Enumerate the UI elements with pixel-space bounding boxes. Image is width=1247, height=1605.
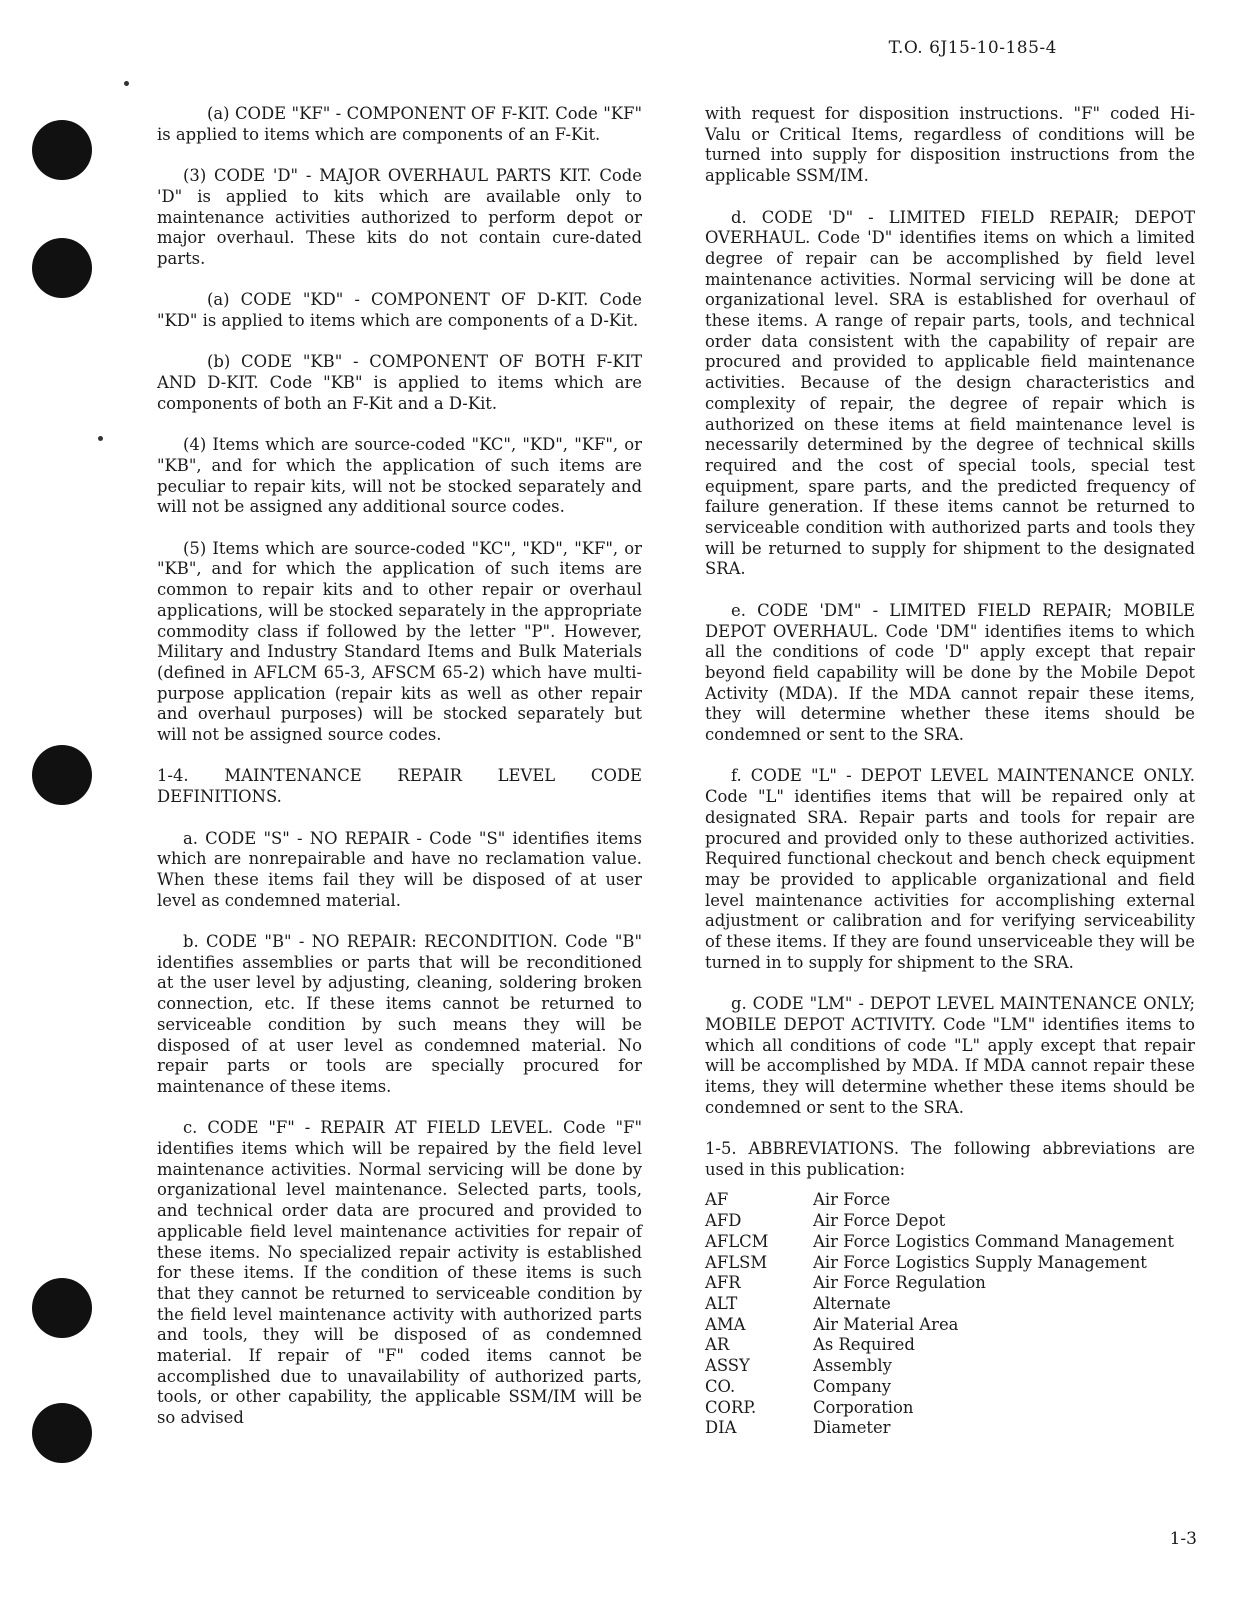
abbr-meaning: Company: [813, 1376, 892, 1396]
table-row: [705, 1232, 1174, 1253]
table-row: [705, 1398, 1174, 1419]
punch-hole: [32, 745, 92, 805]
page-number: 1-3: [1169, 1529, 1197, 1549]
table-row: [705, 1315, 1174, 1336]
punch-hole: [32, 238, 92, 298]
table-row: [705, 1377, 1174, 1398]
abbr-term: AMA: [705, 1314, 746, 1334]
abbr-meaning: Assembly: [813, 1356, 892, 1376]
abbr-term: CORP.: [705, 1397, 757, 1417]
paragraph-e: e. CODE 'DM" - LIMITED FIELD REPAIR; MOBILE DEPOT OVERHAUL. Code 'DM" identifies items to which all the conditions of code 'D" apply except that repair beyond field capability will be done by the Mobile Depot Activity (MDA). If the MDA cannot repair these items, they will determine whether these items should be condemned or sent to the SRA.: [705, 600, 1195, 745]
abbr-meaning: Air Force Regulation: [813, 1273, 986, 1293]
paragraph-code-d-kit: (3) CODE 'D" - MAJOR OVERHAUL PARTS KIT. Code 'D" is applied to kits which are available only to maintenance activities authorized to perform depot or major overhaul. These kits do not contain cure-dated parts.: [157, 166, 642, 268]
abbr-term: ASSY: [705, 1356, 750, 1376]
section-heading-1-4: 1-4. MAINTENANCE REPAIR LEVEL CODE DEFINITIONS.: [157, 766, 642, 807]
paragraph-b: b. CODE "B" - NO REPAIR: RECONDITION. Code "B" identifies assemblies or parts that will be reconditioned at the user level by adjusting, cleaning, soldering broken connection, etc. If these items cannot be returned to serviceable condition by such means they will be disposed of at user level as condemned material. No repair parts or tools are specially procured for maintenance of these items.: [157, 932, 642, 1096]
abbr-meaning: Corporation: [813, 1397, 914, 1417]
abbr-term: AFR: [705, 1273, 741, 1293]
abbr-term: ALT: [705, 1294, 738, 1313]
paragraph-c: c. CODE "F" - REPAIR AT FIELD LEVEL. Code "F" identifies items which will be repaired by the field level maintenance activities. Normal servicing will be done by organizational level maintenance. Selected parts, tools, and technical order data are procured and provided to applicable field level maintenance activities for repair of these items. No specialized repair activity is established for these items. If the condition of these items is such that they cannot be returned to serviceable condition by the field level maintenance activity with authorized parts and tools, they will be disposed of as condemned material. If repair of "F" coded items cannot be accomplished due to unavailability of authorized parts, tools, or other capability, the applicable SSM/IM will be so advised: [157, 1118, 642, 1428]
paragraph-c-continued: with request for disposition instructions. "F" coded Hi-Valu or Critical Items, regardless of conditions will be turned into supply for disposition instructions from the applicable SSM/IM.: [705, 104, 1195, 186]
abbr-term: AFLCM: [705, 1231, 769, 1251]
abbr-meaning: As Required: [813, 1335, 915, 1355]
abbr-term: AFLSM: [705, 1252, 768, 1272]
abbr-meaning: Alternate: [813, 1294, 891, 1313]
paragraph-kf: (a) CODE "KF" - COMPONENT OF F-KIT. Code "KF" is applied to items which are components of an F-Kit.: [157, 104, 642, 144]
table-row: [705, 1356, 1174, 1377]
paragraph-5: (5) Items which are source-coded "KC", "KD", "KF", or "KB", and for which the application of such items are common to repair kits and to other repair or overhaul applications, will be stocked separately in the appropriate commodity class if followed by the letter "P". However, Military and Industry Standard Items and Bulk Materials (defined in AFLCM 65-3, AFSCM 65-2) which have multi-purpose application (repair kits as well as other repair and overhaul purposes) will be stocked separately but will not be assigned source codes.: [157, 538, 642, 745]
abbr-term: CO.: [705, 1376, 736, 1396]
table-row: [705, 1190, 1174, 1211]
table-row: [705, 1294, 1174, 1315]
paragraph-kb: (b) CODE "KB" - COMPONENT OF BOTH F-KIT AND D-KIT. Code "KB" is applied to items which are components of both an F-Kit and a D-Kit.: [157, 352, 642, 413]
punch-hole: [32, 1403, 92, 1463]
stray-dot: [124, 81, 129, 86]
abbr-term: DIA: [705, 1418, 737, 1438]
abbr-term: AFD: [705, 1211, 742, 1231]
paragraph-g: g. CODE "LM" - DEPOT LEVEL MAINTENANCE ONLY; MOBILE DEPOT ACTIVITY. Code "LM" identifies items to which all conditions of code "L" apply except that repair will be accomplished by MDA. If MDA cannot repair these items, they will determine whether these items should be condemned or sent to the SRA.: [705, 994, 1195, 1117]
abbr-meaning: Air Force Depot: [813, 1211, 946, 1231]
paragraph-a: a. CODE "S" - NO REPAIR - Code "S" identifies items which are nonrepairable and have no reclamation value. When these items fail they will be disposed of at user level as condemned material.: [157, 828, 642, 910]
abbr-meaning: Air Material Area: [813, 1314, 959, 1334]
abbr-meaning: Air Force Logistics Command Management: [813, 1231, 1174, 1251]
table-row: [705, 1253, 1174, 1274]
left-column: [157, 104, 642, 1450]
paragraph-kd: (a) CODE "KD" - COMPONENT OF D-KIT. Code "KD" is applied to items which are components of a D-Kit.: [157, 290, 642, 330]
abbr-meaning: Air Force: [813, 1190, 891, 1210]
abbreviations-table: [705, 1190, 1174, 1438]
punch-hole: [32, 120, 92, 180]
stray-dot: [98, 436, 103, 441]
table-row: [705, 1335, 1174, 1356]
table-row: [705, 1273, 1174, 1294]
abbr-meaning: Diameter: [813, 1418, 891, 1438]
table-row: [705, 1211, 1174, 1232]
abbr-meaning: Air Force Logistics Supply Management: [813, 1252, 1147, 1272]
abbr-term: AF: [705, 1190, 729, 1210]
table-row: [705, 1418, 1174, 1439]
abbreviations-intro: 1-5. ABBREVIATIONS. The following abbreviations are used in this publication:: [705, 1139, 1195, 1179]
abbr-term: AR: [705, 1335, 730, 1355]
paragraph-4: (4) Items which are source-coded "KC", "KD", "KF", or "KB", and for which the application of such items are peculiar to repair kits, will not be stocked separately and will not be assigned any additional source codes.: [157, 435, 642, 517]
document-number: T.O. 6J15-10-185-4: [888, 38, 1057, 58]
paragraph-f: f. CODE "L" - DEPOT LEVEL MAINTENANCE ONLY. Code "L" identifies items that will be repaired only at designated SRA. Repair parts and tools for repair are procured and provided only to these authorized activities. Required functional checkout and bench check equipment may be provided to applicable organizational and field level maintenance activities for accomplishing external adjustment or calibration and for verifying serviceability of these items. If they are found unserviceable they will be turned in to supply for shipment to the SRA.: [705, 766, 1195, 972]
punch-hole: [32, 1278, 92, 1338]
paragraph-d: d. CODE 'D" - LIMITED FIELD REPAIR; DEPOT OVERHAUL. Code 'D" identifies items on which a limited degree of repair can be accomplished by field level maintenance activities. Normal servicing will be done at organizational level. SRA is established for overhaul of these items. A range of repair parts, tools, and technical order data consistent with the capability of repair are procured and provided to applicable field maintenance activities. Because of the design characteristics and complexity of repair, the degree of repair which is authorized on these items at field maintenance level is necessarily determined by the degree of technical skills required and the cost of special tools, special test equipment, spare parts, and the predicted frequency of failure generation. If these items cannot be returned to serviceable condition with authorized parts and tools they will be returned to supply for shipment to the designated SRA.: [705, 207, 1195, 579]
right-column: [705, 104, 1195, 1439]
